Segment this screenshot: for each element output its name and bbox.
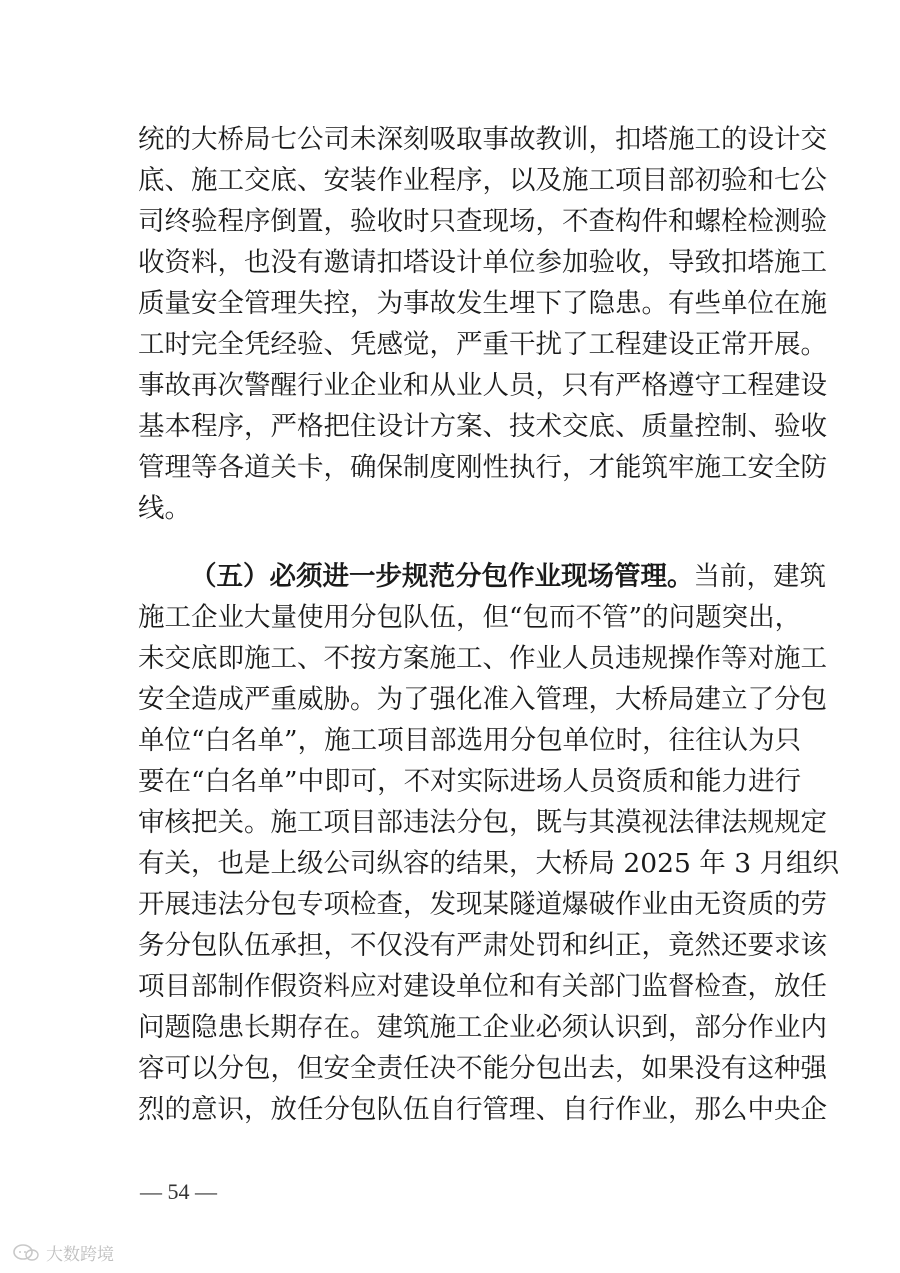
text-line: 统的大桥局七公司未深刻吸取事故教训，扣塔施工的设计交 — [138, 124, 827, 155]
text-line: 事故再次警醒行业企业和从业人员，只有严格遵守工程建设 — [138, 370, 827, 401]
text-line: 要在“白名单”中即可，不对实际进场人员资质和能力进行 — [138, 766, 802, 797]
text-line: 务分包队伍承担，不仅没有严肃处罚和纠正，竟然还要求该 — [138, 930, 827, 961]
text-line: 收资料，也没有邀请扣塔设计单位参加验收，导致扣塔施工 — [138, 247, 827, 278]
text-line: 底、施工交底、安装作业程序，以及施工项目部初验和七公 — [138, 165, 827, 196]
text-line: 开展违法分包专项检查，发现某隧道爆破作业由无资质的劳 — [138, 889, 827, 920]
text-line: 施工企业大量使用分包队伍，但“包而不管”的问题突出， — [138, 602, 802, 633]
text-line: 项目部制作假资料应对建设单位和有关部门监督检查，放任 — [138, 971, 827, 1002]
text-line: 基本程序，严格把住设计方案、技术交底、质量控制、验收 — [138, 411, 827, 442]
text-line: 线。 — [138, 493, 191, 524]
text-line: 工时完全凭经验、凭感觉，严重干扰了工程建设正常开展。 — [138, 329, 827, 360]
text-line: 问题隐患长期存在。建筑施工企业必须认识到，部分作业内 — [138, 1012, 827, 1043]
text-line: 质量安全管理失控，为事故发生埋下了隐患。有些单位在施 — [138, 288, 827, 319]
page-number: — 54 — — [140, 1179, 217, 1204]
text-line: 安全造成严重威胁。为了强化准入管理，大桥局建立了分包 — [138, 684, 827, 715]
text-line: 单位“白名单”，施工项目部选用分包单位时，往往认为只 — [138, 725, 802, 756]
heading-line-rest: 当前，建筑 — [693, 561, 826, 592]
section-heading-line — [190, 559, 826, 595]
text-line: 容可以分包，但安全责任决不能分包出去，如果没有这种强 — [138, 1053, 827, 1084]
text-line: 烈的意识，放任分包队伍自行管理、自行作业，那么中央企 — [138, 1094, 827, 1125]
section-heading: （五）必须进一步规范分包作业现场管理。 — [190, 561, 694, 592]
watermark-text: 大数跨境 — [46, 1245, 114, 1265]
text-line: 司终验程序倒置，验收时只查现场，不查构件和螺栓检测验 — [138, 206, 827, 237]
text-line: 审核把关。施工项目部违法分包，既与其漠视法律法规规定 — [138, 807, 827, 838]
watermark — [12, 1240, 114, 1265]
text-line: 有关，也是上级公司纵容的结果，大桥局 2025 年 3 月组织 — [138, 848, 839, 879]
text-line: 未交底即施工、不按方案施工、作业人员违规操作等对施工 — [138, 643, 827, 674]
text-line: 管理等各道关卡，确保制度刚性执行，才能筑牢施工安全防 — [138, 452, 827, 483]
chat-bubble-icon — [12, 1243, 40, 1263]
